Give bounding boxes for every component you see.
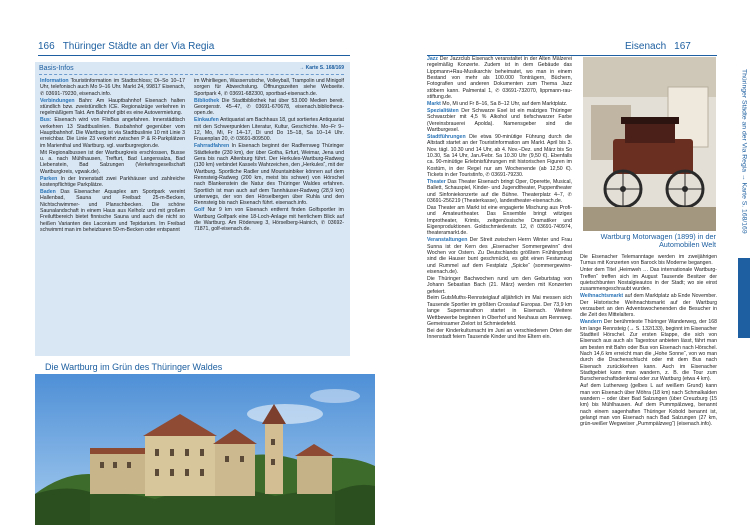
side-tab-label: Thüringer Städte an der Via Regia → Karte S. 168/169 — [740, 68, 748, 234]
paragraph-heading: Golf — [194, 207, 205, 214]
info-box-title: Basis-Infos — [39, 64, 74, 72]
paragraph-text: Mo, Mi und Fr 8–16, Sa 8–12 Uhr, auf dem Marktplatz. — [440, 101, 568, 107]
side-tab-marker — [738, 258, 750, 338]
paragraph — [40, 98, 185, 117]
paragraph-heading: Information — [40, 78, 69, 84]
paragraph — [580, 254, 717, 267]
paragraph — [194, 117, 344, 142]
paragraph — [427, 328, 572, 341]
paragraph — [40, 78, 185, 97]
paragraph — [427, 237, 572, 275]
right-page-number: 167 — [674, 41, 691, 52]
paragraph-text: Das Theater Eisenach bringt Oper, Operette, Musical, Ballett, Schauspiel, Kinder- und Jugendtheater, Puppentheater und Sinfoniekonzerte auf die Bühne. Theaterplatz 4–7, ✆ 03691-256219 (Theaterkasse), landestheater-eisenach.de. — [427, 178, 572, 204]
paragraph — [194, 143, 344, 206]
right-column-1 — [427, 56, 572, 341]
paragraph — [194, 207, 344, 232]
paragraph-text: In der Innenstadt zwei Parkhäuser und zahlreiche kostenpflichtige Parkplätze. — [40, 175, 185, 188]
right-column-2 — [580, 254, 717, 428]
paragraph — [194, 78, 344, 97]
paragraph-heading: Jazz — [427, 56, 438, 62]
paragraph-text: Mit Regionalbussen ist der Wartburgkreis erschlossen, Busse u. a. nach Mühlhausen, Treffurt, Bad Langensalza, Bad Liebenstein, Bad Salzungen (Verkehrsgesellschaft Wartburgkreis, vgwak.de). — [40, 149, 185, 175]
info-box-divider — [39, 74, 344, 75]
motorwagen-illustration — [583, 57, 716, 231]
paragraph-heading: Markt — [427, 101, 441, 107]
paragraph-text: Nur 9 km von Eisenach entfernt finden Golfsportler im Wartburg Golfpark eine 18-Loch-Anlage mit herrlichem Blick auf die Wartburg. Am Röderweg 3, Hörselberg-Hainich, ✆ 03692-71871, golf-eisenach.de. — [194, 207, 344, 233]
paragraph — [40, 117, 185, 149]
paragraph — [580, 319, 717, 382]
paragraph-text: Auf dem Lutherweg (gelbes L auf weißem Grund) kann man von Eisenach über Möhra (18 km) nach Schmalkalden wandern – oder über Bad Salzungen (über Creuzburg (15 km) bis Mühlhausen. Auf dem Pummpälzweg, benannt nach einem sagenhaften Thüringer Kobold benannt ist, gelangt man von Eisenach nach Bad Salzungen (27 km, grün-weißer Wegweiser „Pummpälzweg“) (eisenach.info). — [580, 383, 717, 428]
paragraph — [427, 205, 572, 237]
paragraph-text: Bahn: Am Hauptbahnhof Eisenach halten stündlich bzw. zweistündlich ICE. Regionalzüge verkehren in regelmäßigem Takt. Am Bahnhof gibt es eine Autovermietung. — [40, 97, 185, 117]
paragraph-heading: Stadtführungen — [427, 133, 466, 140]
paragraph-heading: Veranstaltungen — [427, 237, 468, 244]
info-box-map-ref[interactable]: → Karte S. 168/169 — [299, 65, 344, 71]
paragraph-heading: Spezialitäten — [427, 107, 459, 114]
paragraph-heading: Parken — [40, 175, 58, 182]
paragraph — [40, 150, 185, 175]
paragraph-text: Bei der Kinderkulturnacht im Juni an verschiedenen Orten der Innenstadt feiern Tausende Kinder und ihre Eltern ein. — [427, 327, 572, 341]
motorwagen-photo-caption: Wartburg Motorwagen (1899) in der Automobilen Welt — [600, 232, 716, 249]
paragraph — [194, 98, 344, 117]
wartburg-photo-caption: Die Wartburg im Grün des Thüringer Waldes — [45, 362, 223, 372]
paragraph-text: Unter dem Titel „Heimweh … Das internationale Wartburg-Treffen“ treffen sich im August Tausende Besitzer der quietschbunten Nostalgieautos in der Stadt; wo sie einst zusammengeschraubt wurden. — [580, 267, 717, 293]
motorwagen-photo — [583, 57, 716, 231]
paragraph-text: Das Theater am Markt ist eine engagierte Mischung aus Profi- und Amateurtheater. Das Ensemble bringt witziges Improtheater, Krimis, zeitgenössische Dramatiker und Eigenproduktionen. Goldschmiedenstr. 12, ✆ 03691-740974, theateramarkt.de. — [427, 204, 572, 237]
info-box-head — [39, 63, 344, 73]
left-page-header — [38, 40, 214, 53]
paragraph-heading: Bus: — [40, 117, 52, 124]
paragraph-heading: Verbindungen — [40, 97, 75, 104]
paragraph-text: Die etwa 90-minütige Führung durch die Altstadt startet an der Touristinformation am Markt. April bis 3. Nov. tägl. 10.30 und 14 Uhr, ab 4. Nov.–Dez. und März bis So 10.30, Sa 14 Uhr, Jan./Febr. Sa 10.30 Uhr (9,50 €). Ebenfalls ca. 90-minütige Erlebnisführungen mit historischen Figuren im Kostüm, in der Regel nur am Wochenende (ab 12,50 €). Tickets in der Touristinfo, ✆ 03691-79230. — [427, 133, 572, 178]
paragraph — [427, 134, 572, 178]
paragraph — [40, 189, 185, 233]
paragraph-text: Die Thüringer Bachwochen rund um den Geburtstag von Johann Sebastian Bach (21. März) werden mit Konzerten gefeiert. — [427, 275, 572, 295]
paragraph-heading: Baden — [40, 188, 56, 195]
paragraph-text: Die Eisenacher Telemanntage werden im zweijährigen Turnus mit Konzerten von Barock bis Moderne begangen. — [580, 254, 717, 267]
left-page-number: 166 — [38, 41, 55, 52]
paragraph — [580, 293, 717, 318]
paragraph-heading: Bibliothek — [194, 97, 220, 104]
left-running-head: Thüringer Städte an der Via Regia — [62, 41, 215, 52]
paragraph-heading: Wandern — [580, 319, 602, 326]
paragraph — [427, 295, 572, 327]
paragraph-heading: Weihnachtsmarkt — [580, 293, 624, 300]
paragraph-text: im Whirlliegen, Wasserrutsche, Volleyball, Trampolin und Minigolf sorgen für Abwechslung. Öffnungszeiten siehe Webseite. Sportpark 4, ✆ 03691-682300, sportbad-eisenach.de. — [194, 78, 344, 97]
paragraph — [580, 383, 717, 427]
paragraph-text: Eisenach wird von FlixBus angefahren. Innerstädtisch verkehren 13 Stadtbuslinien. Busbahnhof gegenüber vom Hauptbahnhof. Die Wartburg ist via Stadtbuslinie 10 mit Linie 3 erreichbar. Die Linie 23 verkehrt zwischen P & R-Parkplätzen im Marienthal und Wartburg. vgl. wartburgregion.de. — [40, 117, 185, 149]
wartburg-castle-illustration — [35, 374, 375, 525]
paragraph-heading: Fahrradfahren — [194, 143, 230, 150]
paragraph — [580, 267, 717, 292]
right-page — [375, 0, 750, 530]
wartburg-castle-photo — [35, 374, 375, 525]
paragraph-text: In Eisenach beginnt der Radfernweg Thüringer Städtekette (230 km), der über Gotha, Erfurt, Weimar, Jena und Gera bis nach Altenburg führt. Der Herkules-Wartburg-Radweg (130 km) verbindet Kassels Wahrzeichen, den „Herkules“, mit der Wartburg. Sportliche Radler und Mountainbiker können auf dem Rennsteig-Radweg (200 km, meist bis schwer) von Hörschel nach Blankenstein die Natur des Thüringer Waldes erfahren. Sportlich ist man auch auf dem Tannhäuser-Radweg (28,9 km) unterwegs, der von den Hörselbergen über Ruhla und den Rennsteig bis nach Eisenach führt. eisenach.info. — [194, 143, 345, 207]
paragraph — [427, 108, 572, 133]
left-header-rule — [38, 55, 350, 56]
paragraph-text: Beim GutsMuths-Rennsteiglauf alljährlich im Mai messen sich Tausende Sportler im größten Crosslauf Europas. Der 73,9 km lange Supermarathon startet in Eisenach. Weitere Wettbewerbe beginnen in Oberhof und Neuhaus am Rennweg. Gemeinsamer Zielort ist Schmiedefeld. — [427, 295, 572, 327]
paragraph — [40, 176, 185, 189]
paragraph-heading: Theater — [427, 178, 446, 185]
paragraph — [427, 101, 572, 107]
paragraph-text: Der berühmteste Thüringer Wanderweg, der 168 km lange Rennsteig (→ S. 132/133), beginnt im Eisenacher Stadtteil Hörschel. Zur ersten Etappe, die sich von Eisenach aus auch als Tagestour anbieten lässt, fährt man am besten mit Bahn oder Bus von Eisenach nach Hörschel. Nach 14,6 km erreicht man die „Hohe Sonne“, von wo man durch die Drachenschlucht oder mit dem Bus nach Eisenach zurückkehren kann. Auch im Eisenacher Stadtgebiet kann man wandern, z. B. die Tour zum Burschenschaftsdenkmal oder zur Wartburg (etwa 4 km). — [580, 319, 717, 383]
right-running-head: Eisenach — [625, 41, 667, 52]
paragraph — [427, 179, 572, 204]
info-column-2 — [194, 78, 344, 233]
paragraph-text: auf dem Marktplatz ab Ende November. Der Historische Weihnachtsmarkt auf der Wartburg verzaubert an den Adventswochenenden die Besucher in die Zeit des Mittelalters. — [580, 293, 717, 319]
info-column-1 — [40, 78, 185, 234]
chapter-side-tab — [736, 46, 750, 306]
paragraph-text: Die Stadtbibliothek hat über 53.000 Medien bereit. Georgenstr. 45–47, ✆ 03691-670678, eisenach.bibliotheca-open.de. — [194, 97, 344, 117]
paragraph-text: Der Jazzclub Eisenach veranstaltet in der Alten Mälzerei regelmäßig Konzerte. Zudem ist in dem Gebäude das Lippmann+Rau-Musikarchiv beheimatet, wo man in einem Bestand von mehr als 100.000 Tonträgern, Büchern, Fotografien und anderen Dokumenten zum Thema Jazz stöbern kann. Palmental 1, ✆ 03691-732070, lippmann-rau-stiftung.de. — [427, 56, 572, 101]
paragraph-text: Touristinformation im Stadtschloss; Di–So 10–17 Uhr, telefonisch auch Mo 9–16 Uhr. Markt 24, 99817 Eisenach, ✆ 03691-79230, eisenach.info. — [40, 78, 185, 97]
paragraph-heading: Einkaufen — [194, 117, 219, 124]
paragraph-text: Das Eisenacher Aquaplex am Sportpark vereint Hallenbad, Sauna und Freibad: 25-m-Becken, Nichtschwimmer- und Planschbecken. Die schöne Saunalandschaft in einem Haus aus Kelholz und mit großem Freiluftbereich bietet finnische Sauna und auch die nicht so heißen Varianten des Laconium und Tepidarium. Im Freibad schwimmt man im beheizbaren 50-m-Becken oder entspannt — [40, 188, 185, 233]
paragraph-text: Antiquariat am Bachhaus 18, gut sortiertes Antiquariat mit den Schwerpunkten Literatur, Kultur, Geschichte. Mo–Fr 9–12, Mo, Mi, Fr 14–17, Di und Do 15–18, Sa 10–14 Uhr. Frauenplan 20, ✆ 03691-809500. — [194, 117, 344, 143]
right-page-header — [625, 40, 691, 53]
paragraph-text: Der Schwarze Esel ist ein malziges Thüringer Schwarzbier mit 4,5 % Alkohol und tiefschwarzer Farbe (Vereinsbrauerei Apolda). Namensgeber sind die Wartburgesel. — [427, 107, 572, 133]
paragraph — [427, 56, 572, 100]
paragraph — [427, 276, 572, 295]
paragraph-text: Der Streit zwischen Herrn Winter und Frau Sunna ist der Kern des „Eisenacher Sommergewinn“ drei Wochen vor Ostern. Zu Deutschlands größtem Frühlingsfest sind die Hauser bunt geschmückt, es gibt einen Festumzug und Rummel auf dem Festplatz „Spicke“ (sommergewinn-eisenach.de). — [427, 237, 572, 275]
